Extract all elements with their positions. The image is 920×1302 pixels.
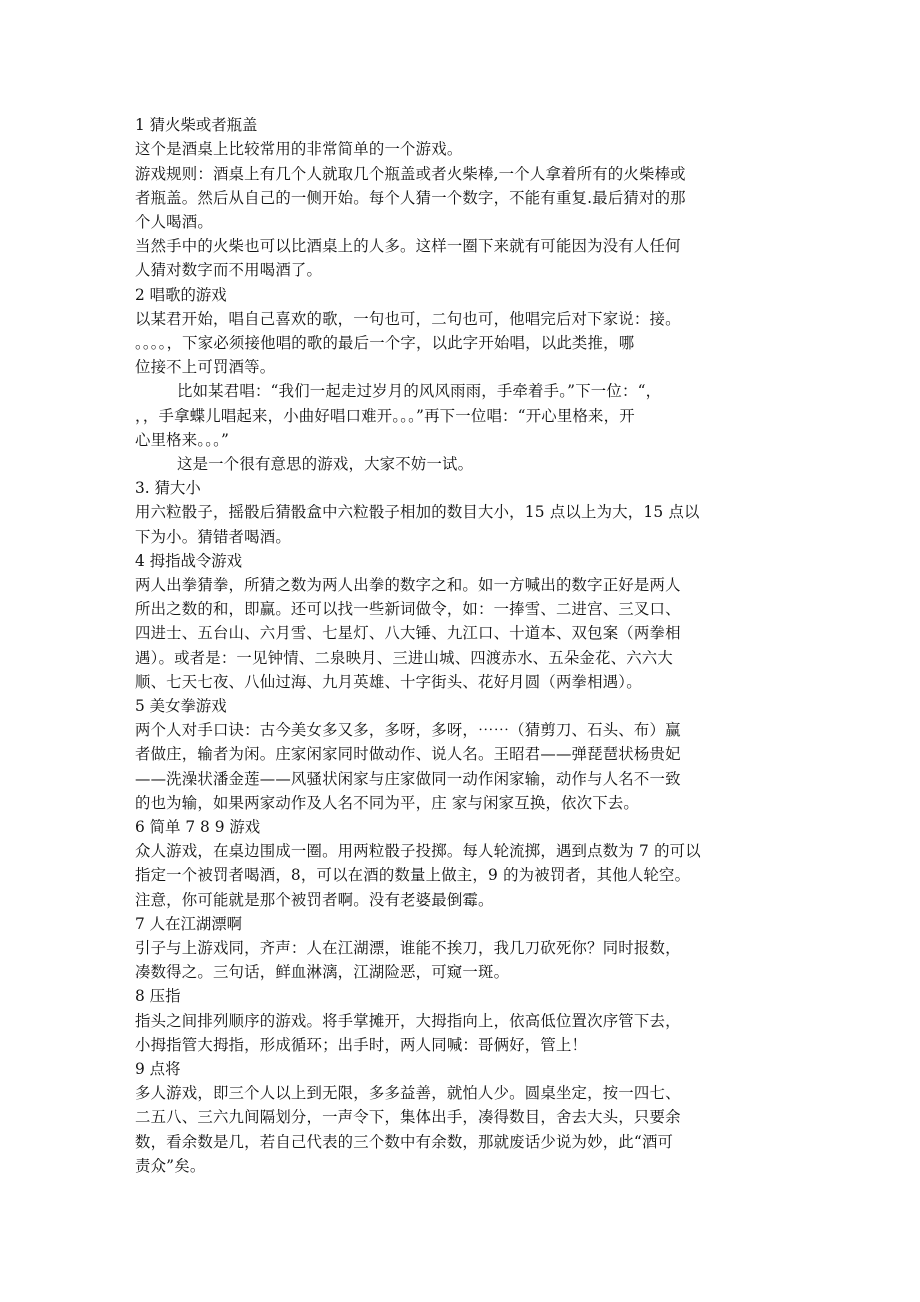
paragraph-line: 两人出拳猜拳，所猜之数为两人出拳的数字之和。如一方喊出的数字正好是两人 bbox=[135, 576, 681, 594]
paragraph-line: 责众”矣。 bbox=[135, 1157, 206, 1175]
paragraph-line: 引子与上游戏同，齐声：人在江湖漂，谁能不挨刀，我几刀砍死你？同时报数， bbox=[135, 939, 681, 957]
section-heading-6: 6 简单 7 8 9 游戏 bbox=[135, 818, 261, 836]
paragraph-line: 人猜对数字而不用喝酒了。 bbox=[135, 261, 323, 279]
paragraph-line: 二五八、三六九间隔划分，一声令下，集体出手，凑得数目，舍去大头，只要余 bbox=[135, 1108, 681, 1126]
paragraph-line: ——洗澡状潘金莲——风骚状闲家与庄家做同一动作闲家输，动作与人名不一致 bbox=[135, 770, 681, 788]
paragraph-line: 所出之数的和，即赢。还可以找一些新词做令，如：一捧雪、二进宫、三叉口、 bbox=[135, 600, 681, 618]
paragraph-line: 指头之间排列顺序的游戏。将手掌摊开，大拇指向上，依高低位置次序管下去， bbox=[135, 1012, 681, 1030]
paragraph-line: 凑数得之。三句话，鲜血淋漓，江湖险恶，可窥一斑。 bbox=[135, 963, 510, 981]
paragraph-line: 注意，你可能就是那个被罚者啊。没有老婆最倒霉。 bbox=[135, 891, 494, 909]
paragraph-line: 下为小。猜错者喝酒。 bbox=[135, 528, 291, 546]
section-heading-5: 5 美女拳游戏 bbox=[135, 697, 227, 715]
paragraph-line: 当然手中的火柴也可以比酒桌上的人多。这样一圈下来就有可能因为没有人任何 bbox=[135, 237, 681, 255]
paragraph-line: 者瓶盖。然后从自己的一侧开始。每个人猜一个数字，不能有重复.最后猜对的那 bbox=[135, 189, 686, 207]
paragraph-line: 小拇指管大拇指，形成循环；出手时，两人同喊：哥俩好，管上！ bbox=[135, 1036, 588, 1054]
paragraph-line: 用六粒骰子，摇骰后猜骰盒中六粒骰子相加的数目大小，15 点以上为大，15 点以 bbox=[135, 503, 700, 521]
paragraph-line: 的也为输，如果两家动作及人名不同为平，庄 家与闲家互换，依次下去。 bbox=[135, 794, 639, 812]
paragraph-line: 者做庄，输者为闲。庄家闲家同时做动作、说人名。王昭君——弹琵琶状杨贵妃 bbox=[135, 745, 681, 763]
paragraph-line: 心里格来。。。” bbox=[135, 431, 230, 449]
paragraph-line: 数，看余数是几，若自己代表的三个数中有余数，那就废话少说为妙，此“酒可 bbox=[135, 1133, 674, 1151]
paragraph-line: 四进士、五台山、六月雪、七星灯、八大锤、九江口、十道本、双包案（两拳相 bbox=[135, 624, 681, 642]
section-heading-3: 3. 猜大小 bbox=[135, 479, 201, 497]
section-heading-7: 7 人在江湖漂啊 bbox=[135, 915, 243, 933]
paragraph-line: 比如某君唱：“我们一起走过岁月的风风雨雨，手牵着手。”下一位：“， bbox=[177, 382, 662, 400]
paragraph-line: 个人喝酒。 bbox=[135, 213, 213, 231]
paragraph-line: 这个是酒桌上比较常用的非常简单的一个游戏。 bbox=[135, 140, 463, 158]
section-heading-1: 1 猜火柴或者瓶盖 bbox=[135, 116, 258, 134]
paragraph-line: 遇）。或者是：一见钟情、二泉映月、三进山城、四渡赤水、五朵金花、六六大 bbox=[135, 649, 673, 667]
section-heading-9: 9 点将 bbox=[135, 1060, 181, 1078]
section-heading-8: 8 压指 bbox=[135, 987, 181, 1005]
paragraph-line: 这是一个很有意思的游戏，大家不妨一试。 bbox=[177, 455, 474, 473]
paragraph-line: 游戏规则：酒桌上有几个人就取几个瓶盖或者火柴棒,一个人拿着所有的火柴棒或 bbox=[135, 165, 686, 183]
paragraph-line: 指定一个被罚者喝酒，8，可以在酒的数量上做主，9 的为被罚者，其他人轮空。 bbox=[135, 866, 691, 884]
paragraph-line: 众人游戏，在桌边围成一圈。用两粒骰子投掷。每人轮流掷，遇到点数为 7 的可以 bbox=[135, 842, 701, 860]
paragraph-line: 以某君开始，唱自己喜欢的歌，一句也可，二句也可，他唱完后对下家说：接。 bbox=[135, 310, 681, 328]
paragraph-line: 多人游戏，即三个人以上到无限，多多益善，就怕人少。圆桌坐定，按一四七、 bbox=[135, 1084, 681, 1102]
paragraph-line: 位接不上可罚酒等。 bbox=[135, 358, 276, 376]
section-heading-2: 2 唱歌的游戏 bbox=[135, 286, 227, 304]
paragraph-line: 。。。。，下家必须接他唱的歌的最后一个字，以此字开始唱，以此类推，哪 bbox=[135, 334, 635, 352]
paragraph-line: 两个人对手口诀：古今美女多又多，多呀，多呀，⋯⋯（猜剪刀、石头、布）赢 bbox=[135, 721, 681, 739]
section-heading-4: 4 拇指战令游戏 bbox=[135, 552, 243, 570]
paragraph-line: 顺、七天七夜、八仙过海、九月英雄、十字街头、花好月圆（两拳相遇）。 bbox=[135, 673, 642, 691]
paragraph-line: ，，手拿蝶儿唱起来，小曲好唱口难开。。。”再下一位唱：“开心里格来，开 bbox=[135, 407, 635, 425]
